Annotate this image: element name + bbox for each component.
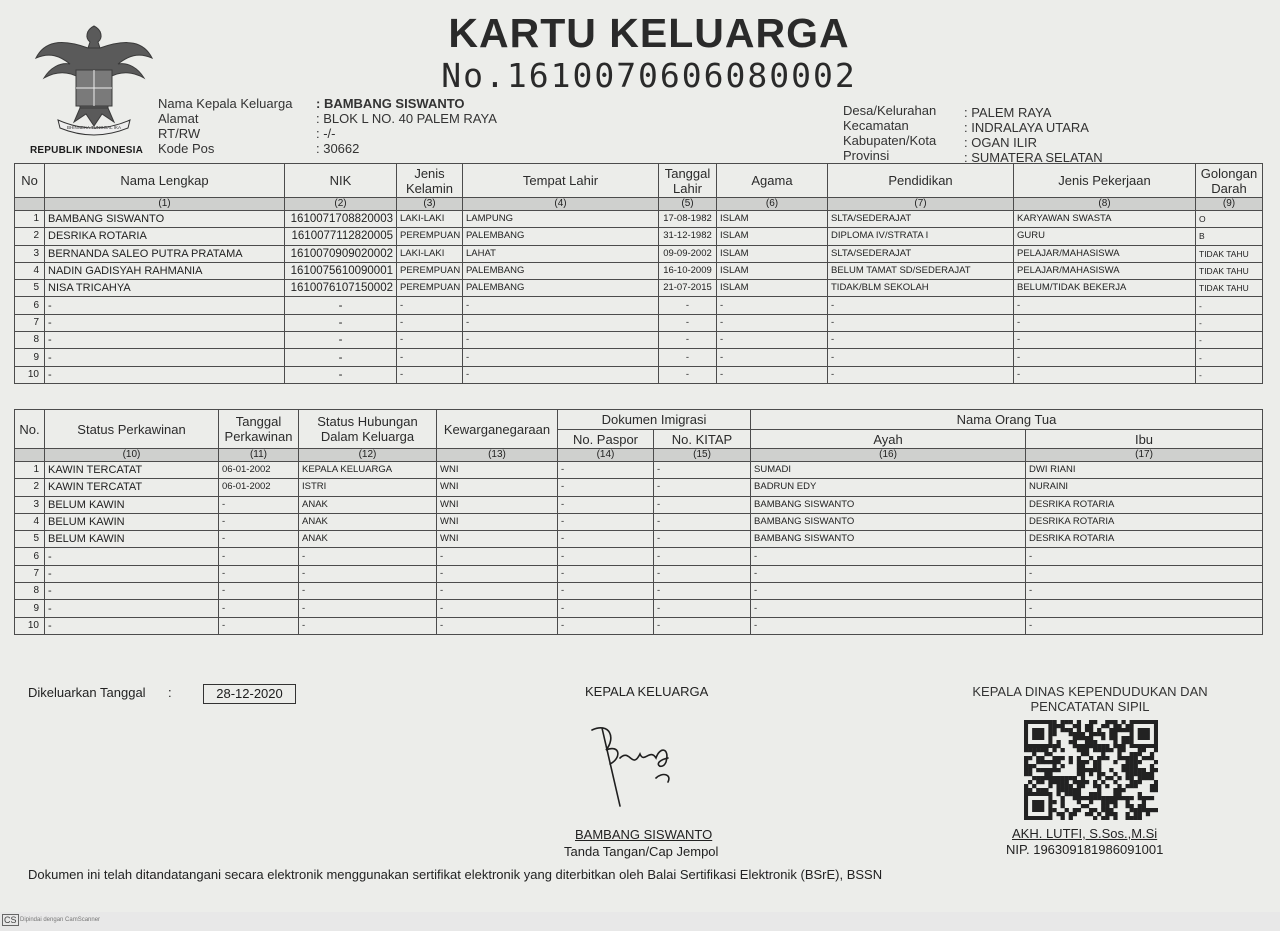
status-cell: - [558,548,654,565]
col-header: Status Hubungan Dalam Keluarga [299,410,437,449]
col-number [15,198,45,211]
member-cell: - [1014,297,1196,314]
status-row [15,600,1263,617]
header-label: Kecamatan [843,118,909,133]
col-number: (2) [285,198,397,211]
status-cell: 10 [15,617,45,634]
member-cell: BELUM TAMAT SD/SEDERAJAT [828,262,1014,279]
status-cell: - [437,600,558,617]
member-row [15,280,1263,297]
member-cell: TIDAK/BLM SEKOLAH [828,280,1014,297]
member-cell: 5 [15,280,45,297]
member-cell: - [659,314,717,331]
member-cell: - [1196,314,1263,331]
col-header: Golongan Darah [1196,164,1263,198]
member-cell: - [285,297,397,314]
status-cell: 9 [15,600,45,617]
member-cell: KARYAWAN SWASTA [1014,211,1196,228]
member-cell: - [45,297,285,314]
status-cell: 5 [15,531,45,548]
status-cell: - [654,548,751,565]
member-cell: 16-10-2009 [659,262,717,279]
header-value-kepala: : BAMBANG SISWANTO [316,96,465,111]
status-cell: - [219,513,299,530]
member-cell: PALEMBANG [463,280,659,297]
member-cell: TIDAK TAHU [1196,262,1263,279]
member-cell: - [285,349,397,366]
member-cell: - [717,349,828,366]
status-cell: NURAINI [1026,479,1263,496]
header-label: Desa/Kelurahan [843,103,937,118]
member-cell: ISLAM [717,245,828,262]
member-row [15,349,1263,366]
col-number: (17) [1026,449,1263,462]
member-cell: 3 [15,245,45,262]
member-cell: LAKI-LAKI [397,211,463,228]
member-row [15,228,1263,245]
col-header: Tempat Lahir [463,164,659,198]
scanner-footer [0,912,1280,931]
col-header: Jenis Pekerjaan [1014,164,1196,198]
member-cell: PEREMPUAN [397,280,463,297]
member-cell: - [285,332,397,349]
member-cell: PELAJAR/MAHASISWA [1014,245,1196,262]
member-cell: PELAJAR/MAHASISWA [1014,262,1196,279]
status-cell: - [299,548,437,565]
qr-code-icon [1024,720,1158,820]
member-cell: - [717,366,828,383]
status-cell: BAMBANG SISWANTO [751,496,1026,513]
member-cell: BAMBANG SISWANTO [45,211,285,228]
col-number: (8) [1014,198,1196,211]
member-cell: - [463,332,659,349]
col-number: (6) [717,198,828,211]
signature-icon [580,718,690,813]
status-cell: WNI [437,479,558,496]
members-table-body [15,211,1263,384]
member-cell: GURU [1014,228,1196,245]
col-header: No. [15,410,45,449]
col-number: (7) [828,198,1014,211]
head-of-family-label: KEPALA KELUARGA [585,684,709,699]
member-cell: - [397,366,463,383]
status-cell: - [219,548,299,565]
member-cell: SLTA/SEDERAJAT [828,245,1014,262]
header-value: : 30662 [316,141,360,156]
header-label: Alamat [158,111,199,126]
status-cell: - [654,479,751,496]
status-cell: BELUM KAWIN [45,496,219,513]
col-header: NIK [285,164,397,198]
member-cell: - [659,349,717,366]
col-number: (4) [463,198,659,211]
members-table [14,163,1263,384]
member-cell: - [1014,314,1196,331]
member-cell: TIDAK TAHU [1196,245,1263,262]
col-number: (5) [659,198,717,211]
status-row [15,583,1263,600]
member-cell: - [828,366,1014,383]
member-cell: - [397,332,463,349]
status-cell: - [45,583,219,600]
member-cell: - [45,366,285,383]
col-number: (12) [299,449,437,462]
member-cell: - [45,349,285,366]
member-cell: 09-09-2002 [659,245,717,262]
member-row [15,332,1263,349]
member-row [15,262,1263,279]
member-cell: - [397,349,463,366]
member-cell: NADIN GADISYAH RAHMANIA [45,262,285,279]
header-label: Kabupaten/Kota [843,133,937,148]
member-cell: 1610071708820003 [285,211,397,228]
member-cell: LAHAT [463,245,659,262]
member-cell: 31-12-1982 [659,228,717,245]
status-cell: - [654,462,751,479]
header-label: Kode Pos [158,141,215,156]
member-cell: - [45,314,285,331]
status-cell: - [751,565,1026,582]
member-row [15,314,1263,331]
status-cell: - [654,513,751,530]
status-cell: - [45,617,219,634]
status-cell: KEPALA KELUARGA [299,462,437,479]
status-cell: - [558,531,654,548]
status-cell: - [299,617,437,634]
member-cell: - [828,297,1014,314]
header-value: : BLOK L NO. 40 PALEM RAYA [316,111,497,126]
header-value: : INDRALAYA UTARA [964,120,1089,135]
member-cell: ISLAM [717,262,828,279]
emblem-motto: BHINNEKA TUNGGAL IKA [66,125,122,130]
status-cell: - [45,548,219,565]
status-cell: 8 [15,583,45,600]
status-cell: ANAK [299,531,437,548]
member-cell: - [45,332,285,349]
status-row [15,617,1263,634]
member-cell: 10 [15,366,45,383]
member-cell: 1610070909020002 [285,245,397,262]
status-row [15,462,1263,479]
status-header-row [15,410,1263,430]
member-cell: - [285,366,397,383]
signature-caption: Tanda Tangan/Cap Jempol [564,844,719,859]
status-cell: ANAK [299,496,437,513]
status-cell: - [654,600,751,617]
status-cell: DWI RIANI [1026,462,1263,479]
status-cell: 06-01-2002 [219,479,299,496]
official-nip: NIP. 196309181986091001 [1006,842,1164,857]
header-value: : SUMATERA SELATAN [964,150,1103,165]
status-cell: 2 [15,479,45,496]
status-cell: SUMADI [751,462,1026,479]
status-row [15,479,1263,496]
office-line: KEPALA DINAS KEPENDUDUKAN DAN [972,684,1208,699]
col-header: Jenis Kelamin [397,164,463,198]
status-cell: 6 [15,548,45,565]
col-header: Ayah [751,430,1026,449]
status-cell: - [751,617,1026,634]
status-table-body [15,462,1263,635]
member-cell: - [659,297,717,314]
status-cell: WNI [437,531,558,548]
member-cell: - [1196,366,1263,383]
status-cell: BELUM KAWIN [45,513,219,530]
col-header: Nama Orang Tua [751,410,1263,430]
header-value: : -/- [316,126,336,141]
member-cell: 4 [15,262,45,279]
status-cell: BAMBANG SISWANTO [751,513,1026,530]
status-cell: 1 [15,462,45,479]
head-of-family-name: BAMBANG SISWANTO [575,827,713,842]
member-row [15,366,1263,383]
member-cell: PEREMPUAN [397,262,463,279]
status-cell: - [219,531,299,548]
member-cell: PALEMBANG [463,262,659,279]
header-left-labels [158,96,292,156]
status-cell: - [654,531,751,548]
document-number: No.1610070606080002 [441,56,857,95]
status-number-row [15,449,1263,462]
member-cell: ISLAM [717,228,828,245]
col-header: Ibu [1026,430,1263,449]
status-cell: ISTRI [299,479,437,496]
member-cell: ISLAM [717,280,828,297]
member-cell: 1610076107150002 [285,280,397,297]
member-cell: 7 [15,314,45,331]
col-header: Status Perkawinan [45,410,219,449]
status-row [15,548,1263,565]
status-table [14,409,1263,635]
member-cell: 17-08-1982 [659,211,717,228]
status-cell: - [437,617,558,634]
col-number: (13) [437,449,558,462]
camscanner-icon: CS [4,915,17,925]
col-header: Kewarganegaraan [437,410,558,449]
col-number: (1) [45,198,285,211]
status-cell: WNI [437,462,558,479]
status-cell: WNI [437,496,558,513]
member-cell: - [1196,332,1263,349]
member-cell: - [397,314,463,331]
status-cell: - [299,583,437,600]
status-cell: 7 [15,565,45,582]
header-label: Nama Kepala Keluarga [158,96,293,111]
member-cell: NISA TRICAHYA [45,280,285,297]
status-cell: - [1026,617,1263,634]
header-value: : OGAN ILIR [964,135,1037,150]
member-cell: BERNANDA SALEO PUTRA PRATAMA [45,245,285,262]
status-cell: KAWIN TERCATAT [45,462,219,479]
col-header: Pendidikan [828,164,1014,198]
member-cell: - [463,297,659,314]
member-cell: - [463,314,659,331]
member-cell: - [828,332,1014,349]
col-header: No [15,164,45,198]
issued-date: 28-12-2020 [203,684,296,704]
member-cell: LAKI-LAKI [397,245,463,262]
col-number [15,449,45,462]
status-cell: - [437,565,558,582]
header-label: RT/RW [158,126,201,141]
status-cell: - [1026,583,1263,600]
col-header: No. KITAP [654,430,751,449]
member-cell: SLTA/SEDERAJAT [828,211,1014,228]
col-number: (9) [1196,198,1263,211]
status-cell: ANAK [299,513,437,530]
member-cell: 6 [15,297,45,314]
status-cell: - [558,496,654,513]
status-cell: - [558,462,654,479]
member-cell: TIDAK TAHU [1196,280,1263,297]
issued-colon: : [168,685,172,700]
status-cell: - [1026,548,1263,565]
status-cell: WNI [437,513,558,530]
scanner-text: Dipindai dengan CamScanner [20,917,101,923]
member-cell: - [285,314,397,331]
status-cell: - [299,565,437,582]
status-cell: 4 [15,513,45,530]
member-cell: B [1196,228,1263,245]
col-number: (15) [654,449,751,462]
member-cell: - [828,349,1014,366]
status-cell: - [654,565,751,582]
col-header: Nama Lengkap [45,164,285,198]
e-signature-note: Dokumen ini telah ditandatangani secara elektronik menggunakan sertifikat elektronik yang diterbitkan oleh Balai Sertifikasi Elektronik (BSrE), BSSN [28,867,883,882]
status-cell: 06-01-2002 [219,462,299,479]
office-line: PENCATATAN SIPIL [1030,699,1150,714]
member-cell: ISLAM [717,211,828,228]
member-cell: 8 [15,332,45,349]
col-number: (3) [397,198,463,211]
status-cell: - [558,479,654,496]
member-cell: - [1014,349,1196,366]
member-cell: PEREMPUAN [397,228,463,245]
member-cell: - [717,297,828,314]
status-cell: - [219,565,299,582]
member-cell: PALEMBANG [463,228,659,245]
member-row [15,245,1263,262]
status-row [15,531,1263,548]
document-title: KARTU KELUARGA [448,10,850,56]
status-cell: BELUM KAWIN [45,531,219,548]
member-cell: 1610075610090001 [285,262,397,279]
office-title [900,684,1280,714]
status-cell: - [437,583,558,600]
status-cell: BADRUN EDY [751,479,1026,496]
status-cell: - [219,496,299,513]
col-number: (14) [558,449,654,462]
member-row [15,297,1263,314]
member-cell: - [1014,332,1196,349]
status-cell: - [1026,600,1263,617]
status-cell: - [299,600,437,617]
status-cell: - [437,548,558,565]
official-name: AKH. LUTFI, S.Sos.,M.Si [1012,826,1158,841]
header-label: Provinsi [843,148,890,163]
issued-label: Dikeluarkan Tanggal [28,685,146,700]
col-header: Tanggal Perkawinan [219,410,299,449]
members-header-row [15,164,1263,198]
member-cell: LAMPUNG [463,211,659,228]
member-cell: 2 [15,228,45,245]
col-number: (16) [751,449,1026,462]
status-row [15,513,1263,530]
header-value: : PALEM RAYA [964,105,1052,120]
member-cell: - [717,332,828,349]
status-cell: DESRIKA ROTARIA [1026,531,1263,548]
member-cell: - [397,297,463,314]
status-cell: - [1026,565,1263,582]
member-cell: BELUM/TIDAK BEKERJA [1014,280,1196,297]
status-cell: - [558,513,654,530]
member-cell: DIPLOMA IV/STRATA I [828,228,1014,245]
status-cell: - [654,583,751,600]
status-cell: - [751,548,1026,565]
col-number: (10) [45,449,219,462]
member-cell: - [463,366,659,383]
member-cell: - [828,314,1014,331]
status-cell: - [654,496,751,513]
member-cell: - [1196,297,1263,314]
status-cell: DESRIKA ROTARIA [1026,513,1263,530]
member-cell: - [717,314,828,331]
member-cell: - [1014,366,1196,383]
status-cell: - [45,565,219,582]
member-cell: - [1196,349,1263,366]
member-cell: 21-07-2015 [659,280,717,297]
col-number: (11) [219,449,299,462]
col-header: Tanggal Lahir [659,164,717,198]
status-cell: DESRIKA ROTARIA [1026,496,1263,513]
status-cell: - [219,617,299,634]
status-cell: - [558,583,654,600]
status-cell: - [219,600,299,617]
emblem-caption: REPUBLIK INDONESIA [30,145,144,156]
status-cell: - [751,583,1026,600]
members-number-row [15,198,1263,211]
status-row [15,565,1263,582]
status-cell: - [654,617,751,634]
member-cell: 1610077112820005 [285,228,397,245]
status-cell: BAMBANG SISWANTO [751,531,1026,548]
member-cell: 1 [15,211,45,228]
col-header: No. Paspor [558,430,654,449]
member-cell: - [659,332,717,349]
header-right-labels [843,103,936,163]
member-row [15,211,1263,228]
header-right-values [964,105,1103,165]
member-cell: 9 [15,349,45,366]
member-cell: O [1196,211,1263,228]
status-cell: - [558,617,654,634]
member-cell: - [659,366,717,383]
header-left-values [316,96,497,156]
status-cell: 3 [15,496,45,513]
status-cell: KAWIN TERCATAT [45,479,219,496]
status-cell: - [751,600,1026,617]
member-cell: - [463,349,659,366]
status-cell: - [219,583,299,600]
col-header: Agama [717,164,828,198]
status-cell: - [45,600,219,617]
status-cell: - [558,600,654,617]
col-header: Dokumen Imigrasi [558,410,751,430]
status-row [15,496,1263,513]
member-cell: DESRIKA ROTARIA [45,228,285,245]
status-cell: - [558,565,654,582]
